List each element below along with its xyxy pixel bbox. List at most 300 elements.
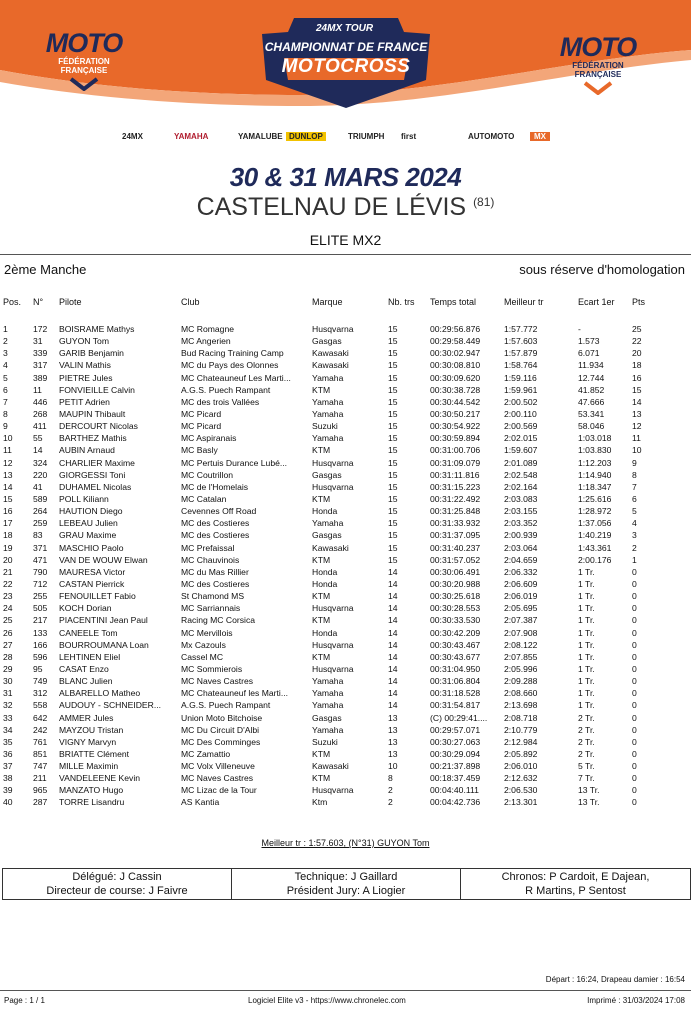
best-lap-line: Meilleur tr : 1:57.603, (N°31) GUYON Tom	[261, 838, 430, 848]
cell-pos: 5	[3, 372, 8, 383]
cell-pilote: GIORGESSI Toni	[59, 469, 126, 480]
cell-pos: 39	[3, 785, 13, 796]
cell-ecart: 12.744	[578, 372, 605, 383]
cell-meilleur: 2:00.110	[504, 408, 537, 419]
table-row	[0, 772, 691, 784]
cell-pts: 6	[632, 493, 637, 504]
table-row	[0, 687, 691, 699]
cell-pos: 36	[3, 748, 13, 759]
cell-ecart: 1:03.018	[578, 433, 612, 444]
cell-marque: Honda	[312, 506, 338, 517]
cell-marque: Gasgas	[312, 469, 342, 480]
cell-marque: Husqvarna	[312, 481, 354, 492]
cell-pilote: AMMER Jules	[59, 712, 114, 723]
cell-pts: 11	[632, 433, 641, 444]
cell-marque: Husqvarna	[312, 639, 354, 650]
table-row	[0, 372, 691, 384]
col-club: Club	[181, 297, 200, 307]
cell-ecart: 13 Tr.	[578, 797, 600, 808]
cell-meilleur: 2:06.530	[504, 785, 538, 796]
cell-num: 471	[33, 554, 48, 565]
cell-num: 55	[33, 433, 43, 444]
table-row	[0, 457, 691, 469]
cell-club: MC Mervillois	[181, 627, 233, 638]
cell-pilote: AUBIN Arnaud	[59, 445, 115, 456]
cell-pilote: CANEELE Tom	[59, 627, 118, 638]
cell-pts: 0	[632, 676, 637, 687]
sponsor-dunlop: DUNLOP	[286, 132, 326, 141]
cell-temps: 00:30:02.947	[430, 348, 481, 359]
officials-cell-3: Chronos: P Cardoit, E Dajean, R Martins, P Sentost	[501, 871, 650, 897]
cell-meilleur: 1:58.764	[504, 360, 538, 371]
sponsor-24mx: 24MX	[122, 132, 143, 141]
cell-pts: 5	[632, 506, 637, 517]
cell-temps: 00:30:50.217	[430, 408, 481, 419]
cell-trs: 15	[388, 433, 398, 444]
page-number: Page : 1 / 1	[4, 996, 45, 1005]
event-header	[0, 0, 691, 160]
cell-pilote: GRAU Maxime	[59, 530, 117, 541]
cell-temps: 00:31:54.817	[430, 700, 481, 711]
cell-club: A.G.S. Puech Rampant	[181, 700, 271, 711]
cell-pilote: FENOUILLET Fabio	[59, 591, 136, 602]
cell-ecart: 2 Tr.	[578, 724, 595, 735]
cell-ecart: 6.071	[578, 348, 600, 359]
table-row	[0, 335, 691, 347]
cell-temps: 00:30:29.094	[430, 748, 481, 759]
cell-num: 339	[33, 348, 48, 359]
officials-cell-1: Délégué: J Cassin Directeur de course: J Faivre	[3, 869, 232, 900]
cell-pilote: MILLE Maximin	[59, 761, 119, 772]
cell-num: 851	[33, 748, 48, 759]
cell-num: 446	[33, 396, 48, 407]
cell-trs: 15	[388, 445, 398, 456]
cell-club: MC de l'Homelais	[181, 481, 249, 492]
cell-trs: 15	[388, 360, 398, 371]
cell-pilote: FONVIEILLE Calvin	[59, 384, 135, 395]
cell-pilote: AUDOUY - SCHNEIDER...	[59, 700, 162, 711]
start-finish-times: Départ : 16:24, Drapeau damier : 16:54	[545, 975, 685, 984]
cell-marque: Kawasaki	[312, 360, 349, 371]
software-credit: Logiciel Elite v3 - https://www.chronelec.com	[248, 996, 406, 1005]
cell-pos: 2	[3, 336, 8, 347]
cell-trs: 14	[388, 578, 398, 589]
cell-temps: 00:31:11.816	[430, 469, 480, 480]
cell-ecart: 1 Tr.	[578, 676, 595, 687]
cell-temps: 00:30:28.553	[430, 603, 481, 614]
cell-ecart: 1:14.940	[578, 469, 612, 480]
cell-pos: 6	[3, 384, 8, 395]
table-row	[0, 602, 691, 614]
cell-ecart: 1 Tr.	[578, 566, 595, 577]
table-row	[0, 444, 691, 456]
cell-pilote: MAURESA Victor	[59, 566, 126, 577]
event-dates: 30 & 31 MARS 2024	[229, 162, 462, 192]
cell-pts: 0	[632, 603, 637, 614]
cell-club: MC des Costieres	[181, 578, 250, 589]
cell-meilleur: 2:03.083	[504, 493, 538, 504]
cell-trs: 14	[388, 700, 398, 711]
cell-pilote: PIETRE Jules	[59, 372, 113, 383]
cell-pilote: CASTAN Pierrick	[59, 578, 125, 589]
cell-trs: 15	[388, 421, 398, 432]
cell-pilote: POLL Kiliann	[59, 493, 109, 504]
cell-num: 558	[33, 700, 48, 711]
cell-pts: 0	[632, 663, 637, 674]
cell-pilote: MAYZOU Tristan	[59, 724, 124, 735]
cell-temps: 00:30:38.728	[430, 384, 481, 395]
cell-num: 41	[33, 481, 43, 492]
cell-pos: 21	[3, 566, 13, 577]
cell-temps: 00:30:20.988	[430, 578, 481, 589]
cell-pts: 0	[632, 627, 637, 638]
cell-pilote: VALIN Mathis	[59, 360, 111, 371]
cell-pilote: LEHTINEN Eliel	[59, 651, 121, 662]
cell-ecart: 1 Tr.	[578, 627, 595, 638]
cell-club: MC des Costieres	[181, 518, 250, 529]
cell-pos: 25	[3, 615, 13, 626]
table-row	[0, 736, 691, 748]
cell-trs: 14	[388, 639, 398, 650]
cell-trs: 15	[388, 530, 398, 541]
cell-ecart: 1 Tr.	[578, 663, 595, 674]
cell-pos: 37	[3, 761, 13, 772]
cell-temps: 00:30:06.491	[430, 566, 481, 577]
cell-pts: 4	[632, 518, 637, 529]
cell-meilleur: 2:03.352	[504, 518, 538, 529]
cell-num: 268	[33, 408, 48, 419]
cell-pts: 0	[632, 566, 637, 577]
cell-temps: 00:30:42.209	[430, 627, 481, 638]
cell-marque: Yamaha	[312, 396, 344, 407]
cell-ecart: 1:40.219	[578, 530, 612, 541]
cell-pts: 14	[632, 396, 642, 407]
cell-meilleur: 1:59.607	[504, 445, 538, 456]
cell-pilote: ALBARELLO Matheo	[59, 688, 141, 699]
cell-pos: 16	[3, 506, 13, 517]
cell-meilleur: 2:01.089	[504, 457, 538, 468]
cell-ecart: 53.341	[578, 408, 605, 419]
cell-pilote: BOURROUMANA Loan	[59, 639, 149, 650]
cell-num: 83	[33, 530, 43, 541]
cell-club: MC du Mas Rillier	[181, 566, 249, 577]
cell-marque: Husqvarna	[312, 785, 354, 796]
cell-ecart: 1 Tr.	[578, 688, 595, 699]
cell-meilleur: 1:59.116	[504, 372, 537, 383]
cell-num: 747	[33, 761, 48, 772]
cell-temps: 00:31:57.052	[430, 554, 481, 565]
cell-pilote: VAN DE WOUW Elwan	[59, 554, 148, 565]
table-row	[0, 554, 691, 566]
cell-pts: 0	[632, 761, 637, 772]
table-row	[0, 566, 691, 578]
cell-ecart: 1 Tr.	[578, 639, 595, 650]
col-pos: Pos.	[3, 297, 22, 307]
cell-ecart: 13 Tr.	[578, 785, 600, 796]
cell-pts: 10	[632, 445, 642, 456]
cell-ecart: 58.046	[578, 421, 605, 432]
cell-num: 317	[33, 360, 48, 371]
cell-pos: 8	[3, 408, 8, 419]
table-row	[0, 712, 691, 724]
cell-meilleur: 1:57.603	[504, 336, 538, 347]
print-date: Imprimé : 31/03/2024 17:08	[587, 996, 685, 1005]
cell-pilote: CHARLIER Maxime	[59, 457, 135, 468]
cell-trs: 15	[388, 518, 398, 529]
table-row	[0, 323, 691, 335]
cell-temps: 00:31:22.492	[430, 493, 481, 504]
cell-club: Bud Racing Training Camp	[181, 348, 284, 359]
cell-pilote: VIGNY Marvyn	[59, 736, 117, 747]
cell-marque: KTM	[312, 493, 331, 504]
cell-num: 242	[33, 724, 48, 735]
cell-num: 312	[33, 688, 48, 699]
cell-pos: 26	[3, 627, 13, 638]
cell-meilleur: 2:04.659	[504, 554, 538, 565]
cell-club: MC Basly	[181, 445, 218, 456]
cell-pos: 22	[3, 578, 13, 589]
cell-temps: 00:31:00.706	[430, 445, 481, 456]
divider	[0, 254, 691, 255]
cell-pts: 15	[632, 384, 642, 395]
cell-temps: 00:30:44.542	[430, 396, 481, 407]
cell-trs: 15	[388, 324, 398, 334]
cell-temps: 00:31:04.950	[430, 663, 481, 674]
cell-pts: 0	[632, 578, 637, 589]
cell-marque: Yamaha	[312, 700, 344, 711]
cell-trs: 15	[388, 542, 398, 553]
cell-num: 389	[33, 372, 48, 383]
cell-pts: 13	[632, 408, 642, 419]
cell-marque: KTM	[312, 773, 331, 784]
cell-pos: 1	[3, 324, 8, 334]
cell-pos: 7	[3, 396, 8, 407]
chevron-icon	[69, 77, 99, 91]
results-header	[0, 297, 691, 311]
cell-pts: 0	[632, 773, 637, 784]
cell-pos: 12	[3, 457, 13, 468]
cell-ecart: 1:25.616	[578, 493, 612, 504]
cell-trs: 13	[388, 724, 398, 735]
cell-pts: 12	[632, 421, 642, 432]
cell-num: 596	[33, 651, 48, 662]
cell-pos: 38	[3, 773, 13, 784]
cell-club: MC du Pays des Olonnes	[181, 360, 279, 371]
cell-ecart: 5 Tr.	[578, 761, 595, 772]
cell-temps: 00:30:09.620	[430, 372, 481, 383]
cell-ecart: 2 Tr.	[578, 748, 595, 759]
cell-trs: 14	[388, 688, 398, 699]
table-row	[0, 347, 691, 359]
sponsor-yamalube: YAMALUBE	[238, 132, 283, 141]
cell-marque: KTM	[312, 554, 331, 565]
cell-ecart: 2 Tr.	[578, 712, 595, 723]
cell-trs: 2	[388, 785, 393, 796]
cell-marque: Suzuki	[312, 736, 338, 747]
cell-pts: 0	[632, 651, 637, 662]
cell-temps: 00:31:15.223	[430, 481, 481, 492]
results-table	[0, 323, 691, 809]
cell-pos: 4	[3, 360, 8, 371]
cell-ecart: 1 Tr.	[578, 651, 595, 662]
cell-temps: 00:30:43.467	[430, 639, 481, 650]
cell-meilleur: 2:07.387	[504, 615, 538, 626]
cell-num: 264	[33, 506, 48, 517]
cell-pts: 22	[632, 336, 642, 347]
table-row	[0, 408, 691, 420]
cell-meilleur: 2:02.548	[504, 469, 538, 480]
cell-pos: 20	[3, 554, 13, 565]
cell-pts: 0	[632, 688, 637, 699]
cell-num: 411	[33, 421, 47, 432]
cell-pilote: GARIB Benjamin	[59, 348, 124, 359]
table-row	[0, 493, 691, 505]
table-row	[0, 396, 691, 408]
cell-pos: 29	[3, 663, 13, 674]
table-row	[0, 784, 691, 796]
cell-club: MC Sommierois	[181, 663, 243, 674]
sponsor-yamaha: YAMAHA	[174, 132, 209, 141]
cell-pos: 30	[3, 676, 13, 687]
cell-num: 589	[33, 493, 48, 504]
cell-ecart: 7 Tr.	[578, 773, 595, 784]
cell-pts: 0	[632, 615, 637, 626]
cell-meilleur: 2:13.301	[504, 797, 538, 808]
cell-pilote: VANDELEENE Kevin	[59, 773, 141, 784]
cell-club: MC Lizac de la Tour	[181, 785, 257, 796]
cell-pos: 34	[3, 724, 13, 735]
cell-meilleur: 1:57.772	[504, 324, 538, 334]
cell-marque: Gasgas	[312, 712, 342, 723]
officials-cell-2: Technique: J Gaillard Président Jury: A Liogier	[232, 869, 461, 900]
col-temps: Temps total	[430, 297, 477, 307]
cell-marque: Husqvarna	[312, 457, 354, 468]
officials-box	[2, 868, 691, 900]
cell-ecart: 1 Tr.	[578, 615, 595, 626]
cell-temps: 00:30:33.530	[430, 615, 481, 626]
cell-num: 172	[33, 324, 48, 334]
cell-num: 287	[33, 797, 48, 808]
table-row	[0, 796, 691, 808]
cell-pilote: DERCOURT Nicolas	[59, 421, 138, 432]
cell-pilote: PIACENTINI Jean Paul	[59, 615, 148, 626]
table-row	[0, 517, 691, 529]
cell-temps: 00:21:37.898	[430, 761, 481, 772]
cell-club: MC des Costieres	[181, 530, 250, 541]
footer-divider	[0, 990, 691, 991]
chevron-icon	[583, 81, 613, 95]
cell-club: AS Kantia	[181, 797, 220, 808]
cell-marque: KTM	[312, 615, 331, 626]
cell-meilleur: 2:00.939	[504, 530, 538, 541]
cell-meilleur: 2:02.164	[504, 481, 538, 492]
cell-pos: 33	[3, 712, 13, 723]
cell-ecart: 2:00.176	[578, 554, 612, 565]
cell-pos: 32	[3, 700, 13, 711]
cell-pilote: MANZATO Hugo	[59, 785, 124, 796]
cell-meilleur: 2:06.609	[504, 578, 538, 589]
cell-temps: 00:29:57.071	[430, 724, 481, 735]
cell-ecart: 1 Tr.	[578, 591, 595, 602]
cell-club: MC Chauvinois	[181, 554, 240, 565]
cell-pts: 0	[632, 639, 637, 650]
table-row	[0, 699, 691, 711]
cell-temps: 00:31:18.528	[430, 688, 481, 699]
cell-marque: Husqvarna	[312, 324, 354, 334]
cell-ecart: 1:18.347	[578, 481, 612, 492]
cell-num: 642	[33, 712, 48, 723]
cell-ecart: 1 Tr.	[578, 603, 595, 614]
cell-trs: 15	[388, 481, 398, 492]
cell-meilleur: 1:59.961	[504, 384, 538, 395]
table-row	[0, 614, 691, 626]
cell-trs: 15	[388, 408, 398, 419]
table-row	[0, 542, 691, 554]
cell-num: 211	[33, 773, 47, 784]
cell-club: MC Pertuis Durance Lubé...	[181, 457, 288, 468]
cell-pilote: BARTHEZ Mathis	[59, 433, 127, 444]
cell-meilleur: 2:06.010	[504, 761, 538, 772]
cell-marque: Gasgas	[312, 530, 342, 541]
cell-ecart: 2 Tr.	[578, 736, 595, 747]
cell-pos: 15	[3, 493, 13, 504]
cell-pilote: MAUPIN Thibault	[59, 408, 126, 419]
cell-pilote: BOISRAME Mathys	[59, 324, 135, 334]
cell-temps: 00:30:54.922	[430, 421, 481, 432]
cell-trs: 15	[388, 348, 398, 359]
cell-marque: Yamaha	[312, 724, 344, 735]
cell-marque: KTM	[312, 445, 331, 456]
cell-pilote: MASCHIO Paolo	[59, 542, 124, 553]
cell-temps: 00:29:58.449	[430, 336, 481, 347]
cell-meilleur: 2:05.996	[504, 663, 538, 674]
cell-pos: 18	[3, 530, 13, 541]
cell-num: 324	[33, 457, 48, 468]
cell-club: MC Picard	[181, 408, 222, 419]
cell-marque: Honda	[312, 578, 338, 589]
cell-marque: Gasgas	[312, 336, 342, 347]
table-row	[0, 481, 691, 493]
cell-pos: 10	[3, 433, 13, 444]
cell-temps: 00:04:42.736	[430, 797, 481, 808]
cell-club: MC Angerien	[181, 336, 231, 347]
cell-temps: 00:18:37.459	[430, 773, 481, 784]
cell-pilote: BRIATTE Clément	[59, 748, 130, 759]
cell-club: MC Coutrillon	[181, 469, 234, 480]
cell-pts: 3	[632, 530, 637, 541]
table-row	[0, 639, 691, 651]
cell-marque: Ktm	[312, 797, 328, 808]
cell-trs: 15	[388, 506, 398, 517]
cell-meilleur: 2:03.064	[504, 542, 538, 553]
cell-ecart: 1.573	[578, 336, 600, 347]
cell-trs: 15	[388, 372, 398, 383]
cell-club: MC des trois Vallées	[181, 396, 260, 407]
cell-num: 712	[33, 578, 48, 589]
cell-pts: 0	[632, 700, 637, 711]
cell-num: 31	[33, 336, 43, 347]
cell-pts: 8	[632, 469, 637, 480]
cell-temps: 00:30:25.618	[430, 591, 481, 602]
table-row	[0, 469, 691, 481]
cell-pts: 18	[632, 360, 642, 371]
cell-meilleur: 2:08.660	[504, 688, 538, 699]
cell-trs: 8	[388, 773, 393, 784]
cell-pts: 0	[632, 591, 637, 602]
cell-club: Cevennes Off Road	[181, 506, 257, 517]
cell-pts: 0	[632, 736, 637, 747]
race-category: ELITE MX2	[309, 232, 382, 248]
